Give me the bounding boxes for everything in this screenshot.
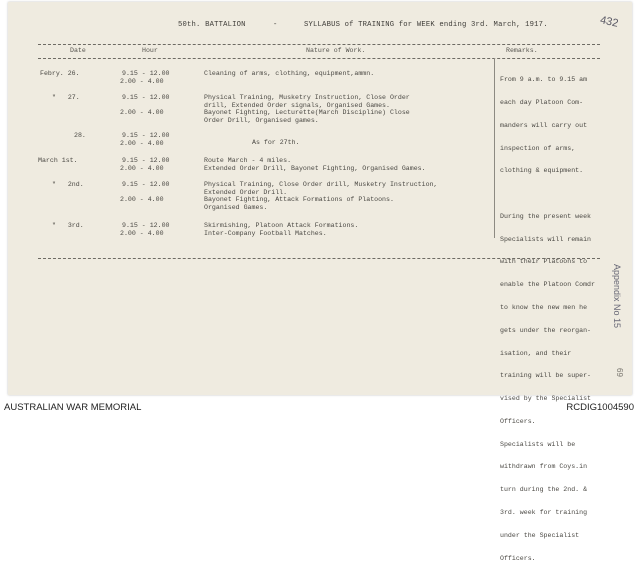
row-date: March 1st. [38, 157, 78, 164]
row-date: " 2nd. [52, 181, 84, 188]
syllabus-title: SYLLABUS of TRAINING for WEEK ending 3rd. March, 1917. [304, 21, 548, 29]
row-date: Febry. 26. [40, 70, 80, 77]
row-date: " 27. [52, 94, 80, 101]
row-work: Skirmishing, Platoon Attack Formations. [204, 222, 359, 229]
column-header-hour: Hour [142, 47, 158, 54]
row-hour: 2.00 - 4.00 [120, 164, 164, 172]
appendix-annotation: Appendix No 15 [612, 264, 622, 329]
heading-dash: - [273, 21, 278, 29]
row-hour: 2.00 - 4.00 [120, 77, 164, 85]
row-work: Bayonet Fighting, Attack Formations of Platoons. [204, 196, 394, 204]
page-number: 432 [598, 14, 620, 30]
row-hour: 9.15 - 12.00 [122, 157, 170, 164]
bottom-rule [38, 258, 600, 259]
row-hour: 2.00 - 4.00 [120, 109, 164, 116]
row-hour: 2.00 - 4.00 [120, 139, 164, 147]
row-hour: 9.15 - 12.00 [122, 181, 170, 188]
row-hour: 9.15 - 12.00 [122, 132, 170, 139]
column-header-remarks: Remarks. [506, 47, 538, 54]
battalion-heading: 50th. BATTALION [178, 21, 246, 29]
footer-source-label: AUSTRALIAN WAR MEMORIAL [4, 402, 142, 413]
row-work: Route March - 4 miles. [204, 157, 292, 164]
row-work: Cleaning of arms, clothing, equipment,ammn. [204, 70, 375, 77]
row-hour: 2.00 - 4.00 [120, 196, 164, 203]
row-work: Extended Order Drill, Bayonet Fighting, Organised Games. [204, 164, 426, 172]
row-work: Bayonet Fighting, Lecturette(March Discipline) Close [204, 109, 410, 117]
row-work: Extended Order Drill. [204, 188, 288, 196]
row-work: Inter-Company Football Matches. [204, 229, 327, 237]
row-hour: 9.15 - 12.00 [122, 222, 170, 229]
row-date: 28. [74, 132, 86, 139]
top-rule [38, 44, 600, 45]
row-work: drill, Extended Order signals, Organised Games. [204, 101, 390, 109]
column-header-date: Date [70, 47, 86, 54]
column-header-work: Nature of Work. [306, 47, 366, 54]
row-work: Organised Games. [204, 203, 268, 211]
remarks-text: From 9 a.m. to 9.15 am each day Platoon Com- manders will carry out inspection of arms, clothing & equipment. During the present week Specialists will remain with their Platoons to enable the Platoon Comdr to know the new men he gets under the reorgan- isation, and their training will be super- vised by the Specialist Officers. Specialists will be withdrawn from Coys.in turn during the 2nd. & 3rd. week for training under the Specialist Officers. [500, 76, 595, 562]
row-work: Physical Training, Musketry Instruction, Close Order [204, 94, 410, 101]
footer-reference-id: RCDIG1004590 [566, 402, 634, 413]
fold-number: 69 [615, 368, 624, 377]
row-work: Order Drill, Organised games. [204, 116, 319, 124]
header-rule [38, 58, 600, 59]
row-hour: 9.15 - 12.00 [122, 70, 170, 77]
row-work: As for 27th. [252, 139, 300, 146]
row-date: " 3rd. [52, 222, 84, 229]
row-work: Physical Training, Close Order drill, Musketry Instruction, [204, 181, 438, 188]
row-hour: 9.15 - 12.00 [122, 94, 170, 101]
remarks-divider [494, 58, 495, 238]
row-hour: 2.00 - 4.00 [120, 229, 164, 237]
